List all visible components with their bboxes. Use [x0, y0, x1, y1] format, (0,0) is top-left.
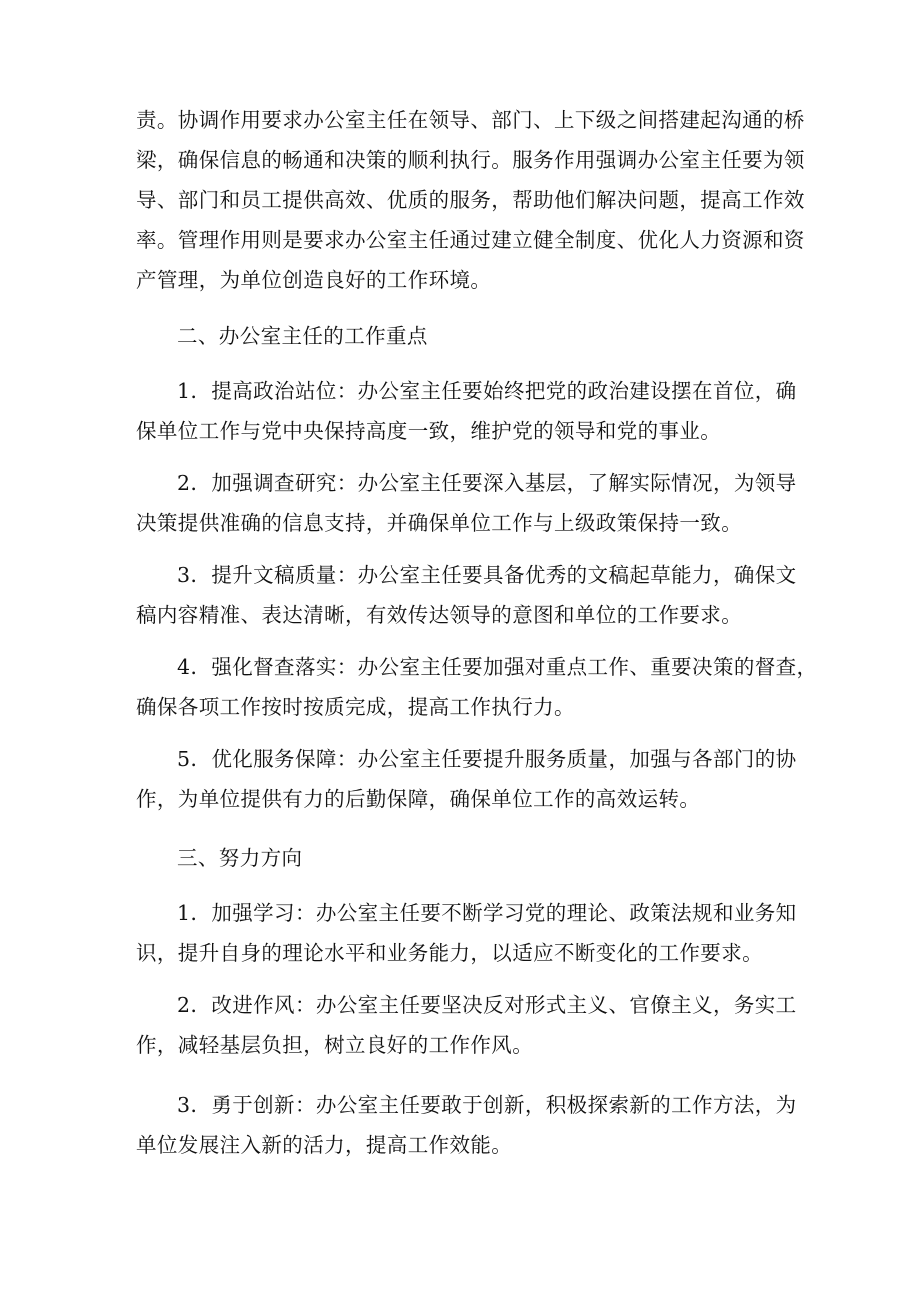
list-item — [136, 555, 797, 635]
item-line: 确保各项工作按时按质完成，提高工作执行力。 — [136, 695, 575, 719]
intro-line: 导、部门和员工提供高效、优质的服务，帮助他们解决问题，提高工作效 — [136, 188, 805, 212]
item-line: 单位发展注入新的活力，提高工作效能。 — [136, 1133, 513, 1157]
item-line: 决策提供准确的信息支持，并确保单位工作与上级政策保持一致。 — [136, 511, 743, 535]
list-item — [136, 739, 797, 819]
intro-line: 率。管理作用则是要求办公室主任通过建立健全制度、优化人力资源和资 — [136, 228, 805, 252]
item-line: 作，为单位提供有力的后勤保障，确保单位工作的高效运转。 — [136, 787, 701, 811]
item-line: 2．改进作风：办公室主任要坚决反对形式主义、官僚主义，务实工 — [177, 993, 797, 1017]
list-item — [136, 371, 797, 451]
intro-line: 产管理，为单位创造良好的工作环境。 — [136, 268, 492, 292]
intro-paragraph — [136, 100, 805, 300]
list-item — [136, 985, 797, 1065]
item-line: 保单位工作与党中央保持高度一致，维护党的领导和党的事业。 — [136, 419, 722, 443]
list-item — [136, 463, 797, 543]
list-item — [136, 893, 797, 973]
intro-line: 梁，确保信息的畅通和决策的顺利执行。服务作用强调办公室主任要为领 — [136, 148, 805, 172]
item-line: 5．优化服务保障：办公室主任要提升服务质量，加强与各部门的协 — [177, 747, 797, 771]
list-item — [136, 647, 818, 727]
item-line: 2．加强调查研究：办公室主任要深入基层，了解实际情况，为领导 — [177, 471, 797, 495]
section-heading-3: 三、努力方向 — [177, 846, 303, 870]
item-line: 3．勇于创新：办公室主任要敢于创新，积极探索新的工作方法，为 — [177, 1093, 797, 1117]
item-line: 1．加强学习：办公室主任要不断学习党的理论、政策法规和业务知 — [177, 901, 797, 925]
item-line: 识，提升自身的理论水平和业务能力，以适应不断变化的工作要求。 — [136, 941, 763, 965]
intro-line: 责。协调作用要求办公室主任在领导、部门、上下级之间搭建起沟通的桥 — [136, 108, 805, 132]
list-item — [136, 1085, 797, 1165]
item-line: 3．提升文稿质量：办公室主任要具备优秀的文稿起草能力，确保文 — [177, 563, 797, 587]
item-line: 4．强化督查落实：办公室主任要加强对重点工作、重要决策的督查， — [177, 655, 818, 679]
item-line: 1．提高政治站位：办公室主任要始终把党的政治建设摆在首位，确 — [177, 379, 797, 403]
section-heading-2: 二、办公室主任的工作重点 — [177, 324, 428, 348]
item-line: 稿内容精准、表达清晰，有效传达领导的意图和单位的工作要求。 — [136, 603, 743, 627]
item-line: 作，减轻基层负担，树立良好的工作作风。 — [136, 1033, 534, 1057]
